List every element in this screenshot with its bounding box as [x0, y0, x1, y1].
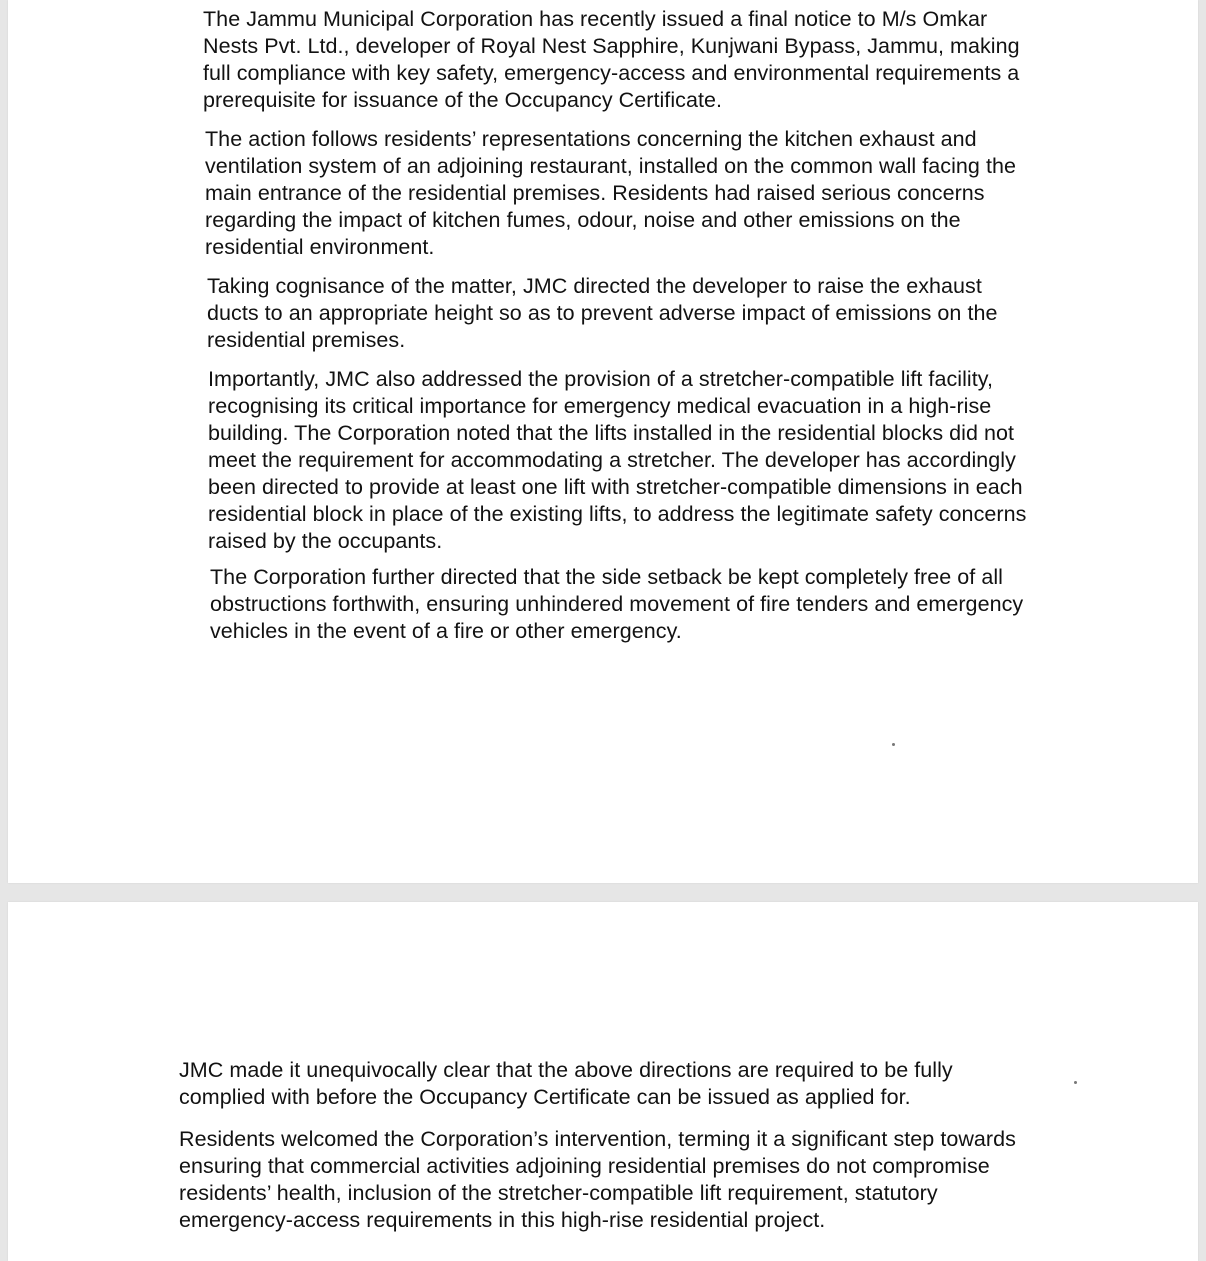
paragraph-side-setback: The Corporation further directed that the side setback be kept completely free of all obstructions forthwith, ensuring unhindered movement of fire tenders and emergency vehicles in the event of a fire or other emergency.: [210, 565, 1024, 643]
paragraph-residents-representations: The action follows residents’ representations concerning the kitchen exhaust and ventilation system of an adjoining restaurant, installed on the common wall facing the main entrance of the residential premises. Residents had raised serious concerns regarding the impact of kitchen fumes, odour, noise and other emissions on the residential environment.: [205, 127, 1017, 259]
document-page-2: [8, 902, 1198, 1261]
paragraph-exhaust-ducts: Taking cognisance of the matter, JMC directed the developer to raise the exhaust ducts to an appropriate height so as to prevent adverse impact of emissions on the residential premises.: [207, 274, 998, 352]
scan-speck: [892, 743, 895, 746]
paragraph-compliance-requirement: JMC made it unequivocally clear that the above directions are required to be fully complied with before the Occupancy Certificate can be issued as applied for.: [179, 1058, 953, 1109]
document-page-1: [8, 0, 1198, 883]
paragraph-residents-welcomed: Residents welcomed the Corporation’s intervention, terming it a significant step towards ensuring that commercial activities adjoining residential premises do not compromise residents’ health, inclusion of the stretcher-compatible lift requirement, statutory emergency-access requirements in this high-rise residential project.: [179, 1127, 1016, 1232]
scan-speck: [1074, 1081, 1077, 1084]
paragraph-final-notice: The Jammu Municipal Corporation has recently issued a final notice to M/s Omkar Nests Pvt. Ltd., developer of Royal Nest Sapphire, Kunjwani Bypass, Jammu, making full compliance with key safety, emergency-access and environmental requirements a prerequisite for issuance of the Occupancy Certificate.: [203, 7, 1020, 112]
paragraph-stretcher-lift: Importantly, JMC also addressed the provision of a stretcher-compatible lift facility, recognising its critical importance for emergency medical evacuation in a high-rise building. The Corporation noted that the lifts installed in the residential blocks did not meet the requirement for accommodating a stretcher. The developer has accordingly been directed to provide at least one lift with stretcher-compatible dimensions in each residential block in place of the existing lifts, to address the legitimate safety concerns raised by the occupants.: [208, 367, 1027, 553]
